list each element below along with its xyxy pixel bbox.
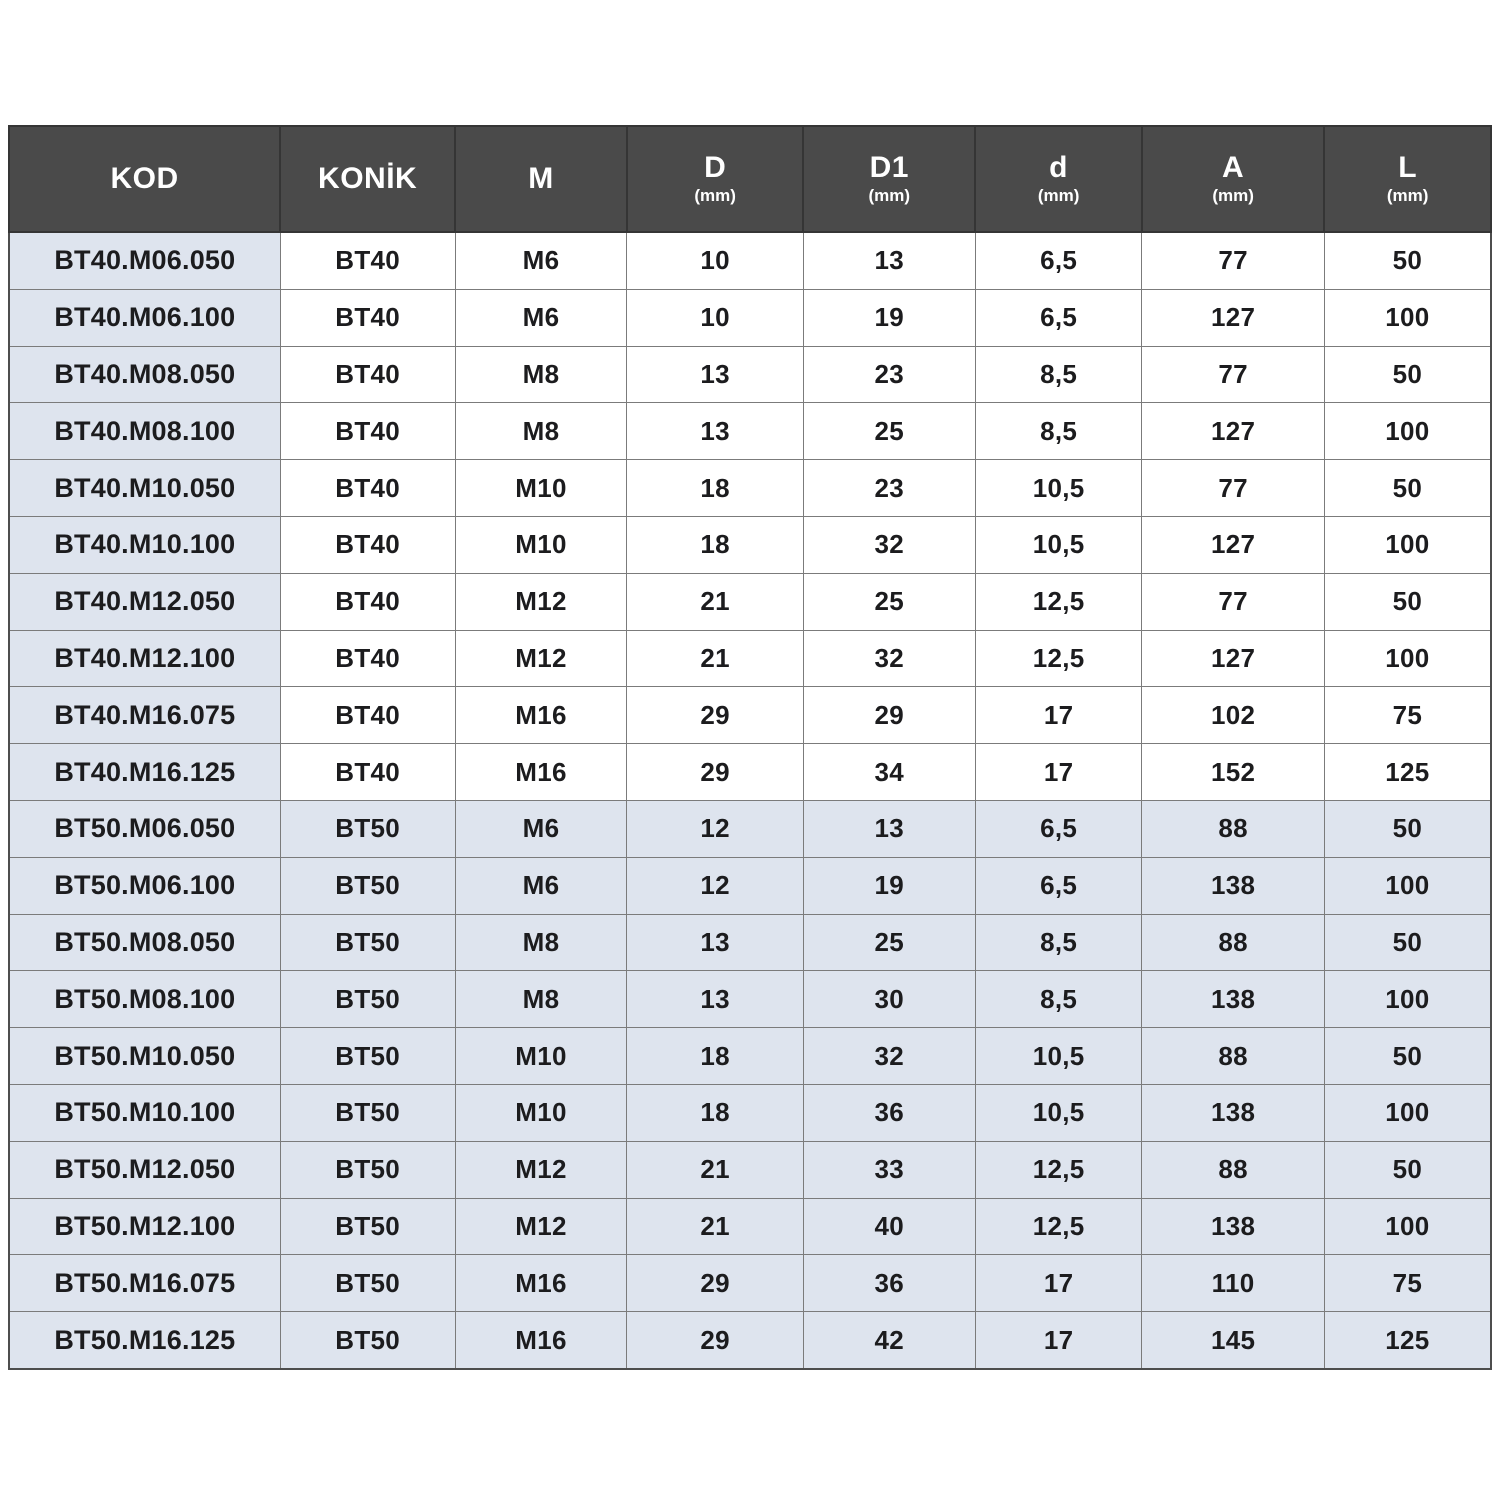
value-cell-m: M6 — [455, 232, 627, 289]
value-cell-m: M16 — [455, 744, 627, 801]
value-cell-d_cap: 29 — [627, 1255, 803, 1312]
table-row — [9, 573, 1491, 630]
value-cell-a: 127 — [1142, 630, 1324, 687]
table-row — [9, 687, 1491, 744]
table-row — [9, 232, 1491, 289]
table-row — [9, 1141, 1491, 1198]
value-cell-l: 125 — [1324, 744, 1491, 801]
value-cell-konik: BT50 — [280, 1255, 455, 1312]
value-cell-a: 77 — [1142, 460, 1324, 517]
value-cell-d_low: 10,5 — [975, 1084, 1142, 1141]
table-row — [9, 800, 1491, 857]
value-cell-m: M16 — [455, 1255, 627, 1312]
value-cell-l: 100 — [1324, 403, 1491, 460]
value-cell-l: 100 — [1324, 857, 1491, 914]
column-header-unit: (mm) — [694, 186, 736, 205]
product-code-cell: BT50.M16.075 — [9, 1255, 280, 1312]
value-cell-d_cap: 10 — [627, 289, 803, 346]
value-cell-d_cap: 21 — [627, 1141, 803, 1198]
value-cell-konik: BT40 — [280, 403, 455, 460]
table-row — [9, 1312, 1491, 1369]
value-cell-a: 77 — [1142, 232, 1324, 289]
value-cell-konik: BT40 — [280, 630, 455, 687]
value-cell-d_cap: 29 — [627, 1312, 803, 1369]
value-cell-m: M10 — [455, 517, 627, 574]
value-cell-konik: BT50 — [280, 800, 455, 857]
value-cell-d1: 30 — [803, 971, 975, 1028]
value-cell-l: 50 — [1324, 800, 1491, 857]
value-cell-d_low: 6,5 — [975, 857, 1142, 914]
value-cell-a: 152 — [1142, 744, 1324, 801]
value-cell-d_cap: 18 — [627, 1028, 803, 1085]
value-cell-l: 75 — [1324, 1255, 1491, 1312]
value-cell-d1: 40 — [803, 1198, 975, 1255]
value-cell-l: 100 — [1324, 1198, 1491, 1255]
value-cell-konik: BT50 — [280, 1028, 455, 1085]
value-cell-m: M8 — [455, 971, 627, 1028]
value-cell-d1: 13 — [803, 232, 975, 289]
value-cell-konik: BT40 — [280, 232, 455, 289]
value-cell-l: 100 — [1324, 517, 1491, 574]
value-cell-konik: BT50 — [280, 1141, 455, 1198]
value-cell-l: 50 — [1324, 1028, 1491, 1085]
column-header-label: M — [528, 162, 554, 195]
value-cell-d1: 25 — [803, 573, 975, 630]
table-row — [9, 460, 1491, 517]
value-cell-a: 110 — [1142, 1255, 1324, 1312]
value-cell-a: 138 — [1142, 1198, 1324, 1255]
value-cell-d_low: 10,5 — [975, 460, 1142, 517]
value-cell-d1: 19 — [803, 289, 975, 346]
value-cell-d1: 23 — [803, 346, 975, 403]
value-cell-d_cap: 13 — [627, 914, 803, 971]
value-cell-d_cap: 13 — [627, 971, 803, 1028]
value-cell-d_low: 17 — [975, 744, 1142, 801]
value-cell-d_low: 8,5 — [975, 403, 1142, 460]
value-cell-d_cap: 29 — [627, 744, 803, 801]
value-cell-l: 50 — [1324, 914, 1491, 971]
value-cell-a: 138 — [1142, 971, 1324, 1028]
value-cell-d_low: 10,5 — [975, 517, 1142, 574]
product-code-cell: BT50.M08.050 — [9, 914, 280, 971]
value-cell-d_cap: 12 — [627, 857, 803, 914]
value-cell-m: M12 — [455, 573, 627, 630]
value-cell-d_low: 17 — [975, 1312, 1142, 1369]
value-cell-konik: BT50 — [280, 1312, 455, 1369]
value-cell-a: 127 — [1142, 403, 1324, 460]
column-header-m — [455, 126, 627, 232]
value-cell-a: 88 — [1142, 800, 1324, 857]
value-cell-d_low: 8,5 — [975, 346, 1142, 403]
column-header-d_cap — [627, 126, 803, 232]
value-cell-d_low: 12,5 — [975, 1198, 1142, 1255]
value-cell-a: 102 — [1142, 687, 1324, 744]
value-cell-d_low: 12,5 — [975, 1141, 1142, 1198]
value-cell-d_low: 17 — [975, 1255, 1142, 1312]
value-cell-konik: BT40 — [280, 744, 455, 801]
product-code-cell: BT40.M16.075 — [9, 687, 280, 744]
column-header-label: D — [704, 151, 727, 184]
value-cell-l: 100 — [1324, 971, 1491, 1028]
value-cell-a: 138 — [1142, 857, 1324, 914]
column-header-a — [1142, 126, 1324, 232]
product-code-cell: BT40.M12.050 — [9, 573, 280, 630]
table-row — [9, 744, 1491, 801]
value-cell-d1: 32 — [803, 1028, 975, 1085]
value-cell-d_cap: 10 — [627, 232, 803, 289]
product-code-cell: BT40.M06.050 — [9, 232, 280, 289]
value-cell-konik: BT50 — [280, 1198, 455, 1255]
value-cell-d1: 42 — [803, 1312, 975, 1369]
column-header-unit: (mm) — [1037, 186, 1080, 205]
product-code-cell: BT40.M08.100 — [9, 403, 280, 460]
value-cell-konik: BT40 — [280, 517, 455, 574]
value-cell-d_low: 12,5 — [975, 573, 1142, 630]
value-cell-m: M10 — [455, 460, 627, 517]
table-row — [9, 914, 1491, 971]
value-cell-d_cap: 18 — [627, 460, 803, 517]
value-cell-konik: BT50 — [280, 914, 455, 971]
table-row — [9, 403, 1491, 460]
value-cell-a: 138 — [1142, 1084, 1324, 1141]
column-header-unit: (mm) — [1212, 186, 1254, 205]
column-header-l — [1324, 126, 1491, 232]
value-cell-m: M12 — [455, 1141, 627, 1198]
product-code-cell: BT40.M08.050 — [9, 346, 280, 403]
value-cell-a: 88 — [1142, 1141, 1324, 1198]
value-cell-d_low: 6,5 — [975, 800, 1142, 857]
column-header-label: KOD — [110, 162, 179, 195]
product-code-cell: BT40.M16.125 — [9, 744, 280, 801]
value-cell-l: 100 — [1324, 630, 1491, 687]
value-cell-m: M12 — [455, 630, 627, 687]
value-cell-l: 100 — [1324, 289, 1491, 346]
value-cell-a: 77 — [1142, 346, 1324, 403]
spec-table — [8, 125, 1492, 1370]
header-row — [9, 126, 1491, 232]
product-code-cell: BT50.M10.100 — [9, 1084, 280, 1141]
value-cell-m: M8 — [455, 346, 627, 403]
column-header-d_low — [975, 126, 1142, 232]
value-cell-m: M8 — [455, 403, 627, 460]
product-code-cell: BT50.M06.100 — [9, 857, 280, 914]
column-header-label: KONİK — [318, 162, 418, 195]
product-code-cell: BT50.M10.050 — [9, 1028, 280, 1085]
value-cell-konik: BT40 — [280, 460, 455, 517]
column-header-kod — [9, 126, 280, 232]
value-cell-d1: 34 — [803, 744, 975, 801]
value-cell-d1: 29 — [803, 687, 975, 744]
product-code-cell: BT50.M08.100 — [9, 971, 280, 1028]
column-header-d1 — [803, 126, 975, 232]
value-cell-a: 88 — [1142, 1028, 1324, 1085]
table-row — [9, 517, 1491, 574]
value-cell-d_cap: 12 — [627, 800, 803, 857]
product-code-cell: BT40.M10.050 — [9, 460, 280, 517]
value-cell-d1: 23 — [803, 460, 975, 517]
value-cell-d_cap: 18 — [627, 517, 803, 574]
table-row — [9, 1084, 1491, 1141]
value-cell-m: M10 — [455, 1084, 627, 1141]
value-cell-konik: BT40 — [280, 346, 455, 403]
value-cell-konik: BT40 — [280, 289, 455, 346]
table-row — [9, 630, 1491, 687]
value-cell-d1: 19 — [803, 857, 975, 914]
value-cell-d_cap: 18 — [627, 1084, 803, 1141]
value-cell-m: M6 — [455, 289, 627, 346]
value-cell-d_low: 6,5 — [975, 232, 1142, 289]
value-cell-a: 127 — [1142, 517, 1324, 574]
table-row — [9, 346, 1491, 403]
value-cell-a: 145 — [1142, 1312, 1324, 1369]
value-cell-m: M6 — [455, 800, 627, 857]
value-cell-l: 125 — [1324, 1312, 1491, 1369]
value-cell-d_cap: 29 — [627, 687, 803, 744]
column-header-label: A — [1222, 151, 1245, 184]
value-cell-d_cap: 21 — [627, 630, 803, 687]
value-cell-m: M10 — [455, 1028, 627, 1085]
value-cell-konik: BT40 — [280, 573, 455, 630]
value-cell-m: M12 — [455, 1198, 627, 1255]
table-header — [9, 126, 1491, 232]
value-cell-l: 50 — [1324, 1141, 1491, 1198]
table-row — [9, 1028, 1491, 1085]
product-code-cell: BT50.M06.050 — [9, 800, 280, 857]
value-cell-a: 77 — [1142, 573, 1324, 630]
value-cell-l: 50 — [1324, 232, 1491, 289]
column-header-label: L — [1398, 151, 1418, 184]
value-cell-konik: BT40 — [280, 687, 455, 744]
value-cell-a: 88 — [1142, 914, 1324, 971]
table-body — [9, 232, 1491, 1369]
column-header-label: d — [1049, 151, 1068, 184]
table-row — [9, 1255, 1491, 1312]
value-cell-a: 127 — [1142, 289, 1324, 346]
column-header-unit: (mm) — [1386, 186, 1429, 205]
column-header-konik — [280, 126, 455, 232]
product-code-cell: BT40.M06.100 — [9, 289, 280, 346]
value-cell-konik: BT50 — [280, 1084, 455, 1141]
value-cell-d_low: 8,5 — [975, 971, 1142, 1028]
value-cell-l: 100 — [1324, 1084, 1491, 1141]
column-header-label: D1 — [869, 151, 909, 184]
value-cell-d_low: 12,5 — [975, 630, 1142, 687]
value-cell-d_cap: 21 — [627, 1198, 803, 1255]
value-cell-d1: 36 — [803, 1255, 975, 1312]
value-cell-d_low: 17 — [975, 687, 1142, 744]
product-code-cell: BT50.M16.125 — [9, 1312, 280, 1369]
product-code-cell: BT50.M12.050 — [9, 1141, 280, 1198]
value-cell-l: 50 — [1324, 346, 1491, 403]
value-cell-d_cap: 13 — [627, 403, 803, 460]
product-code-cell: BT50.M12.100 — [9, 1198, 280, 1255]
value-cell-d_low: 8,5 — [975, 914, 1142, 971]
table-row — [9, 289, 1491, 346]
value-cell-d1: 32 — [803, 630, 975, 687]
value-cell-d_low: 10,5 — [975, 1028, 1142, 1085]
product-code-cell: BT40.M12.100 — [9, 630, 280, 687]
value-cell-d1: 32 — [803, 517, 975, 574]
value-cell-d_cap: 21 — [627, 573, 803, 630]
value-cell-d1: 25 — [803, 403, 975, 460]
value-cell-m: M6 — [455, 857, 627, 914]
value-cell-m: M8 — [455, 914, 627, 971]
value-cell-d_cap: 13 — [627, 346, 803, 403]
value-cell-l: 50 — [1324, 573, 1491, 630]
table-row — [9, 857, 1491, 914]
table-row — [9, 1198, 1491, 1255]
value-cell-d1: 33 — [803, 1141, 975, 1198]
value-cell-d1: 36 — [803, 1084, 975, 1141]
value-cell-d1: 13 — [803, 800, 975, 857]
value-cell-d_low: 6,5 — [975, 289, 1142, 346]
value-cell-konik: BT50 — [280, 971, 455, 1028]
column-header-unit: (mm) — [868, 186, 911, 205]
value-cell-m: M16 — [455, 687, 627, 744]
value-cell-l: 75 — [1324, 687, 1491, 744]
value-cell-konik: BT50 — [280, 857, 455, 914]
table-row — [9, 971, 1491, 1028]
product-code-cell: BT40.M10.100 — [9, 517, 280, 574]
value-cell-m: M16 — [455, 1312, 627, 1369]
value-cell-d1: 25 — [803, 914, 975, 971]
value-cell-l: 50 — [1324, 460, 1491, 517]
